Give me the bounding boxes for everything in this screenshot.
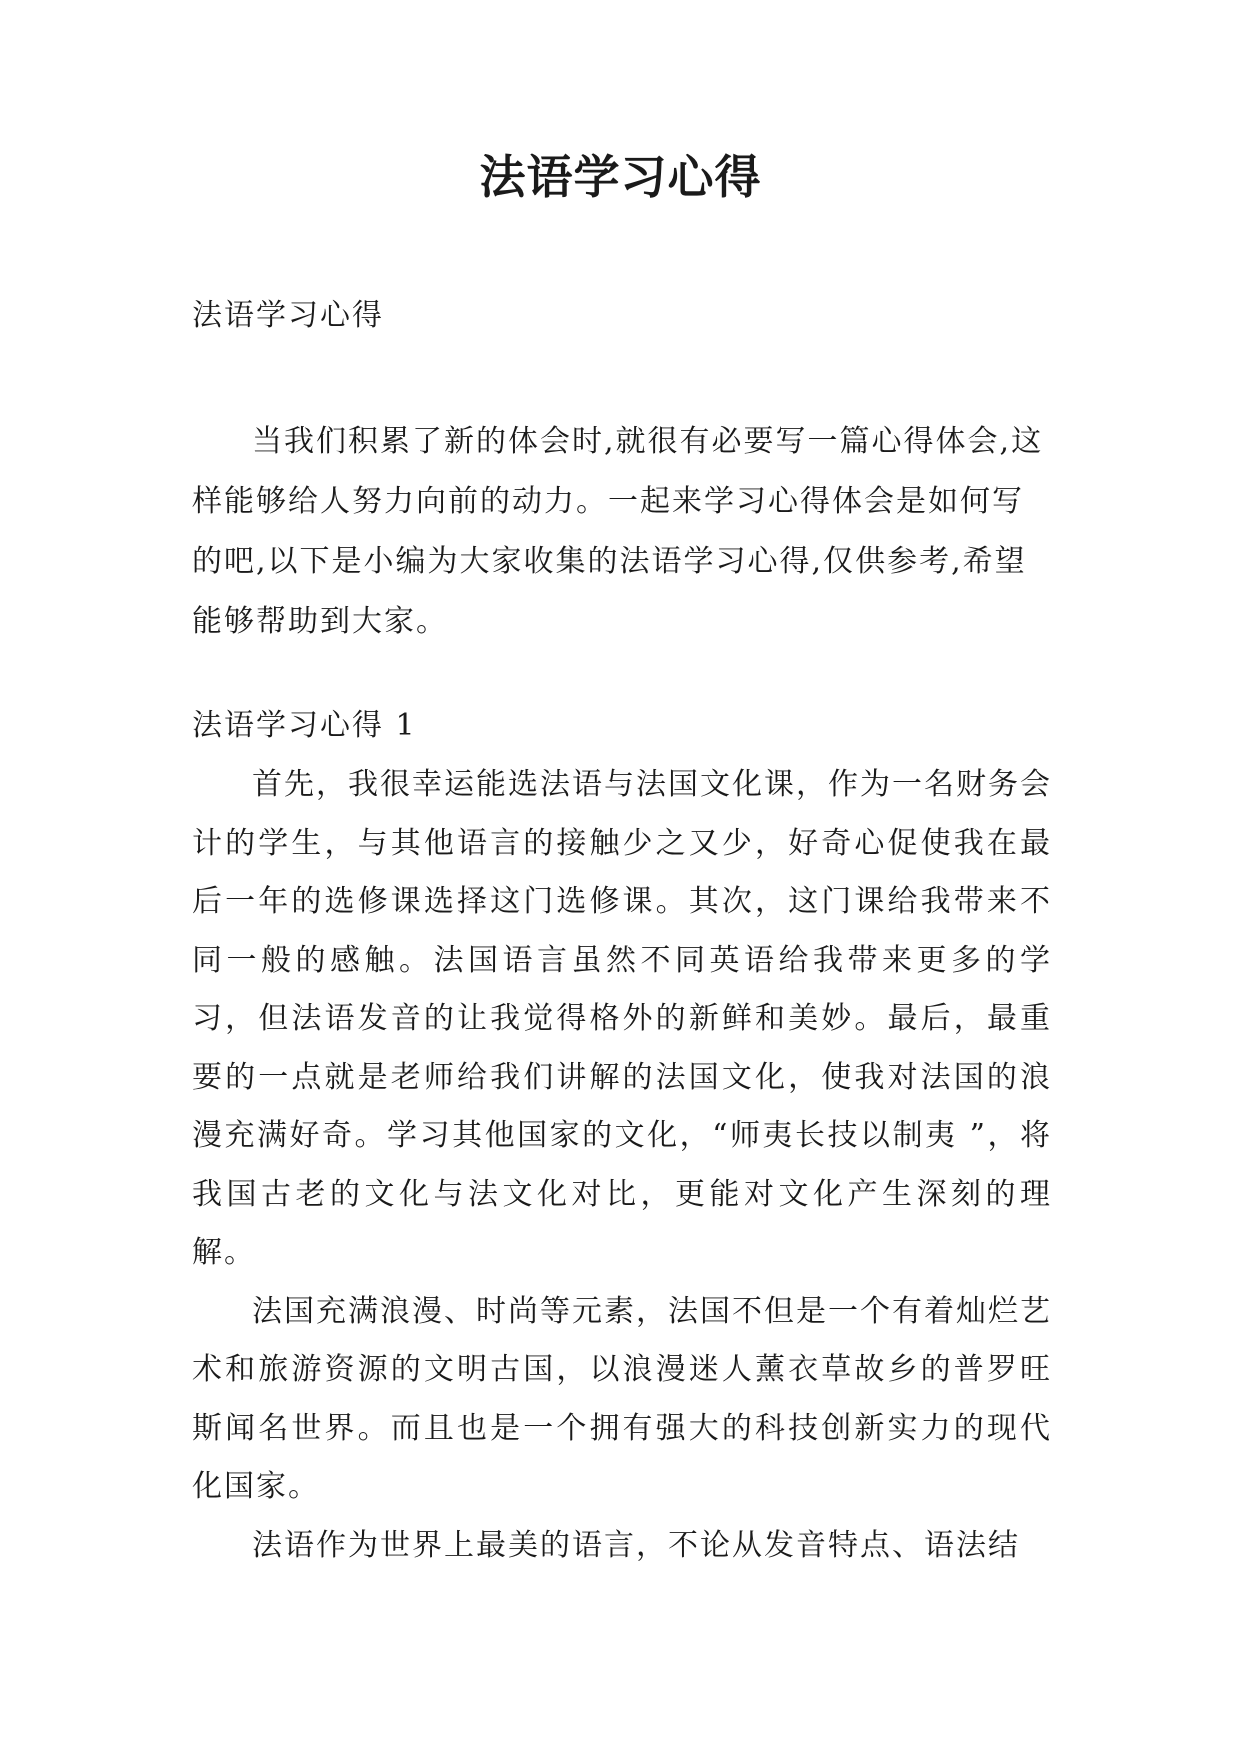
section-heading: 法语学习心得 1 [192, 708, 417, 743]
body-paragraph-2: 法国充满浪漫、时尚等元素，法国不但是一个有着灿烂艺术和旅游资源的文明古国，以浪漫迷人薰衣草故乡的普罗旺斯闻名世界。而且也是一个拥有强大的科技创新实力的现代化国家。 [192, 1293, 1052, 1504]
body-paragraph-1: 首先，我很幸运能选法语与法国文化课，作为一名财务会计的学生，与其他语言的接触少之又少，好奇心促使我在最后一年的选修课选择这门选修课。其次，这门课给我带来不同一般的感触。法国语言虽然不同英语给我带来更多的学习，但法语发音的让我觉得格外的新鲜和美妙。最后，最重要的一点就是老师给我们讲解的法国文化，使我对法国的浪漫充满好奇。学习其他国家的文化，“师夷长技以制夷 ”，将我国古老的文化与法文化对比，更能对文化产生深刻的理解。 [192, 767, 1052, 1270]
intro-paragraph: 当我们积累了新的体会时,就很有必要写一篇心得体会,这样能够给人努力向前的动力。一起来学习心得体会是如何写的吧,以下是小编为大家收集的法语学习心得,仅供参考,希望能够帮助到大家。 [192, 424, 1044, 639]
body-paragraph-3: 法语作为世界上最美的语言，不论从发音特点、语法结 [252, 1527, 1020, 1563]
section-body [192, 756, 1052, 1575]
document-subtitle: 法语学习心得 [192, 298, 384, 333]
document-title: 法语学习心得 [479, 150, 762, 204]
